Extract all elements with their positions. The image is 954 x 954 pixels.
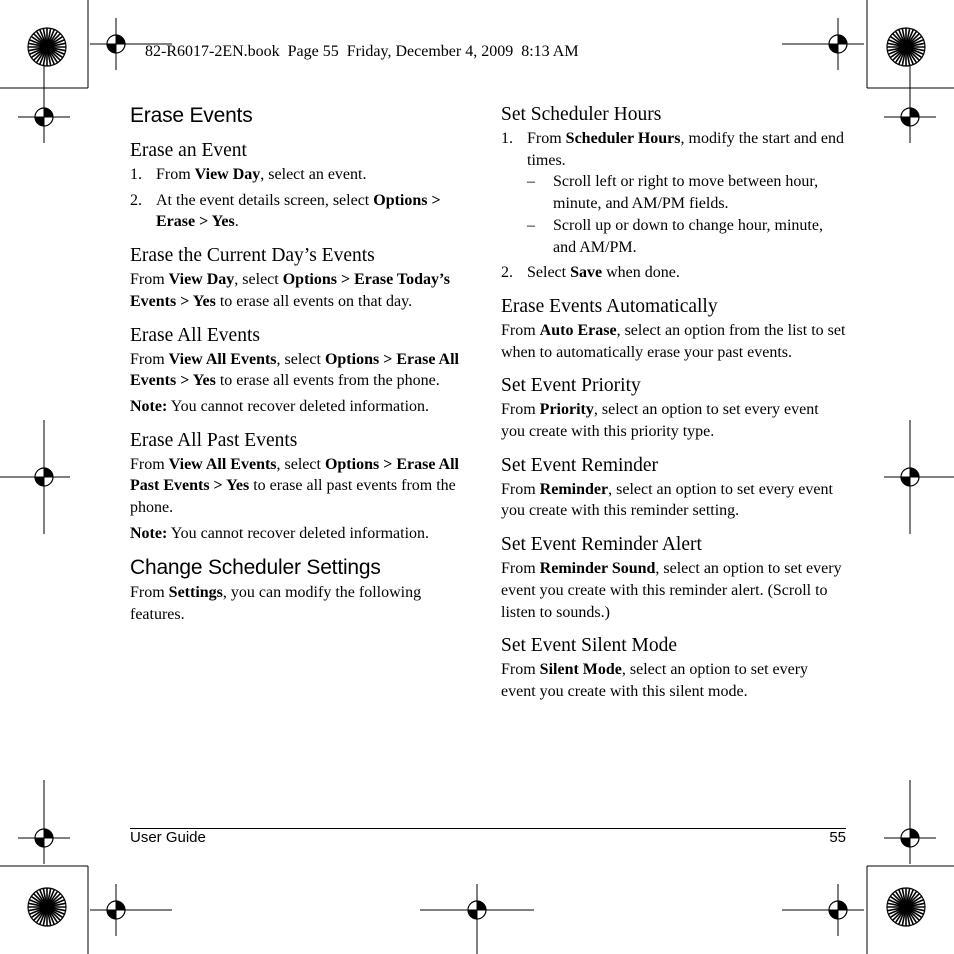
- text: From: [130, 271, 169, 289]
- list-item: [130, 190, 475, 233]
- list-item: [527, 215, 846, 258]
- menu-path: Options > Erase All Events > Yes: [130, 350, 459, 390]
- paragraph-erase-all-past-events: [130, 454, 475, 519]
- step-number: 1.: [130, 166, 142, 183]
- text: .: [234, 213, 239, 231]
- set-scheduler-hours-steps: [501, 128, 846, 284]
- heading-erase-events-automatically: Erase Events Automatically: [501, 295, 718, 317]
- text: From: [501, 401, 540, 419]
- note-erase-all-events: [130, 396, 475, 418]
- menu-path: Reminder: [539, 480, 609, 498]
- list-item: [501, 262, 846, 284]
- text: , select an option from the list to set when to automatically erase your past events.: [501, 321, 846, 361]
- text: From: [130, 455, 169, 473]
- menu-path: Options > Erase > Yes: [156, 191, 441, 231]
- text: , select: [276, 350, 325, 368]
- page-number: 55: [829, 829, 846, 846]
- note-label: Note:: [130, 397, 168, 415]
- paragraph-reminder-alert: [501, 558, 846, 623]
- section-title-change-scheduler-settings: Change Scheduler Settings: [130, 556, 381, 580]
- text: to erase all events from the phone.: [215, 372, 440, 390]
- heading-erase-an-event: Erase an Event: [130, 140, 247, 161]
- menu-path: View Day: [194, 166, 261, 183]
- heading-set-scheduler-hours: Set Scheduler Hours: [501, 104, 662, 125]
- list-item: [501, 128, 846, 258]
- text: From: [501, 560, 540, 578]
- text: From: [501, 321, 540, 339]
- text: , select: [234, 271, 283, 289]
- text: From: [130, 350, 169, 368]
- sub-steps: [527, 171, 846, 258]
- right-column: [501, 102, 846, 703]
- paragraph-silent-mode: [501, 659, 846, 702]
- text: , select an option to set every event you create with this priority type.: [501, 401, 819, 441]
- paragraph-erase-all-events: [130, 349, 475, 392]
- heading-set-event-silent-mode: Set Event Silent Mode: [501, 635, 678, 657]
- menu-path: View Day: [168, 271, 235, 289]
- footer-guide-label: User Guide: [130, 829, 206, 846]
- note-text: You cannot recover deleted information.: [167, 524, 430, 542]
- note-erase-all-past-events: [130, 523, 475, 545]
- heading-set-event-reminder-alert: Set Event Reminder Alert: [501, 534, 702, 556]
- left-column: [130, 102, 475, 626]
- text: , select: [276, 455, 325, 473]
- text: Select: [527, 264, 571, 282]
- text: At the event details screen, select: [156, 191, 374, 209]
- text: , select an option to set every event you create with this reminder setting.: [501, 480, 833, 520]
- menu-path: Priority: [539, 401, 594, 419]
- dash-bullet: –: [527, 173, 535, 191]
- heading-erase-all-past-events: Erase All Past Events: [130, 429, 298, 451]
- footer-rule: [130, 828, 846, 829]
- step-number: 2.: [130, 191, 142, 209]
- text: , select an option to set every event you create with this reminder alert. (Scroll to listen to sounds.): [501, 560, 842, 621]
- text: Scroll left or right to move between hour, minute, and AM/PM fields.: [553, 173, 819, 213]
- menu-path: Auto Erase: [539, 321, 617, 339]
- note-label: Note:: [130, 524, 168, 542]
- paragraph-change-settings: [130, 582, 475, 625]
- text: , modify the start and end times.: [527, 130, 845, 169]
- text: From: [156, 166, 195, 183]
- text: , you can modify the following features.: [130, 584, 422, 624]
- paragraph-erase-current-day: [130, 269, 475, 312]
- menu-path: Scheduler Hours: [565, 130, 681, 147]
- section-title-erase-events: Erase Events: [130, 104, 253, 127]
- menu-path: Save: [570, 264, 603, 282]
- heading-erase-current-day: Erase the Current Day’s Events: [130, 245, 375, 267]
- text: Scroll up or down to change hour, minute, and AM/PM.: [553, 216, 823, 256]
- text: to erase all past events from the phone.: [130, 477, 456, 517]
- text: , select an event.: [260, 166, 367, 183]
- note-text: You cannot recover deleted information.: [167, 397, 430, 415]
- text: From: [130, 584, 169, 602]
- menu-path: Settings: [168, 584, 223, 602]
- text: From: [501, 480, 540, 498]
- erase-an-event-steps: [130, 164, 475, 233]
- heading-set-event-priority: Set Event Priority: [501, 375, 641, 397]
- step-number: 2.: [501, 264, 513, 282]
- dash-bullet: –: [527, 216, 535, 234]
- list-item: [527, 171, 846, 214]
- menu-path: Silent Mode: [539, 661, 622, 679]
- paragraph-reminder: [501, 479, 846, 522]
- menu-path: View All Events: [168, 455, 277, 473]
- text: , select an option to set every event you create with this silent mode.: [501, 661, 809, 700]
- menu-path: Options > Erase Today’s Events > Yes: [130, 271, 450, 310]
- paragraph-auto-erase: [501, 320, 846, 363]
- text: From: [527, 130, 566, 147]
- text: when done.: [602, 264, 680, 282]
- menu-path: View All Events: [168, 350, 277, 368]
- paragraph-priority: [501, 399, 846, 442]
- list-item: [130, 164, 475, 186]
- text: From: [501, 661, 540, 679]
- print-slug-line: 82-R6017-2EN.book Page 55 Friday, December 4, 2009 8:13 AM: [145, 43, 579, 60]
- heading-erase-all-events: Erase All Events: [130, 324, 260, 346]
- text: to erase all events on that day.: [215, 292, 413, 310]
- step-number: 1.: [501, 130, 513, 147]
- menu-path: Reminder Sound: [539, 560, 656, 578]
- menu-path: Options > Erase All Past Events > Yes: [130, 455, 459, 495]
- heading-set-event-reminder: Set Event Reminder: [501, 454, 659, 476]
